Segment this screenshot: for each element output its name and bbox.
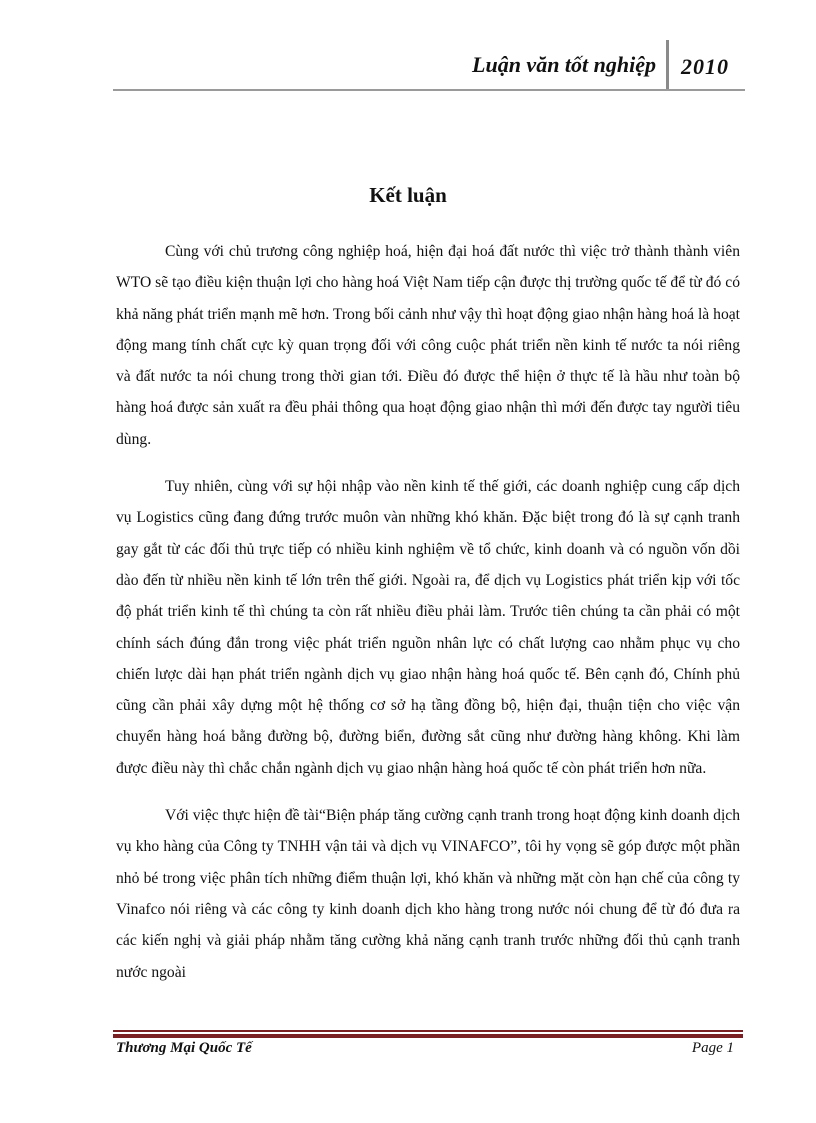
header-year: 2010 (681, 54, 729, 79)
header-rule (113, 89, 745, 91)
header-title: Luận văn tốt nghiệp (472, 52, 656, 77)
paragraph: Cùng với chủ trương công nghiệp hoá, hiện đại hoá đất nước thì việc trở thành thành viên WTO sẽ tạo điều kiện thuận lợi cho hàng hoá Việt Nam tiếp cận được thị trường quốc tế để từ đó có khả năng phát triển mạnh mẽ hơn. Trong bối cảnh như vậy thì hoạt động giao nhận hàng hoá là hoạt động mang tính chất cực kỳ quan trọng đối với công cuộc phát triển nền kinh tế nước ta nói riêng và đất nước ta nói chung trong thời gian tới. Điều đó được thể hiện ở thực tế là hầu như toàn bộ hàng hoá được sản xuất ra đều phải thông qua hoạt động giao nhận thì mới đến được tay người tiêu dùng. (116, 243, 740, 448)
page-header (0, 40, 816, 90)
footer-department: Thương Mại Quốc Tế (116, 1040, 252, 1056)
page-title: Kết luận (369, 183, 447, 207)
paragraph: Tuy nhiên, cùng với sự hội nhập vào nền kinh tế thế giới, các doanh nghiệp cung cấp dịch vụ Logistics cũng đang đứng trước muôn vàn những khó khăn. Đặc biệt trong đó là sự cạnh tranh gay gắt từ các đối thủ trực tiếp có nhiều kinh nghiệm về tổ chức, kinh doanh và có nguồn vốn dồi dào đến từ nhiều nền kinh tế lớn trên thế giới. Ngoài ra, để dịch vụ Logistics phát triển kịp với tốc độ phát triển kinh tế thì chúng ta còn rất nhiều điều phải làm. Trước tiên chúng ta cần phải có một chính sách đúng đắn trong việc phát triển nguồn nhân lực có chất lượng cao nhằm phục vụ cho chiến lược dài hạn phát triển ngành dịch vụ giao nhận hàng hoá quốc tế. Bên cạnh đó, Chính phủ cũng cần phải xây dựng một hệ thống cơ sở hạ tầng đồng bộ, hiện đại, thuận tiện cho việc vận chuyển hàng hoá bằng đường bộ, đường biển, đường sắt cũng như đường hàng không. Khi làm được điều này thì chắc chắn ngành dịch vụ giao nhận hàng hoá quốc tế còn phát triển hơn nữa. (116, 478, 740, 777)
footer-rule-thick (113, 1034, 743, 1038)
header-separator (666, 40, 669, 90)
body-text (116, 236, 740, 1004)
page-number: Page 1 (691, 1040, 734, 1056)
paragraph: Với việc thực hiện đề tài“Biện pháp tăng cường cạnh tranh trong hoạt động kinh doanh dịch vụ kho hàng của Công ty TNHH vận tải và dịch vụ VINAFCO”, tôi hy vọng sẽ góp được một phần nhỏ bé trong việc phân tích những điểm thuận lợi, khó khăn và những mặt còn hạn chế của công ty Vinafco nói riêng và các công ty kinh doanh dịch kho hàng trong nước nói chung để từ đó đưa ra các kiến nghị và giải pháp nhằm tăng cường khả năng cạnh tranh trước những đối thủ cạnh tranh nước ngoài (116, 807, 740, 981)
footer-rule (113, 1030, 743, 1032)
